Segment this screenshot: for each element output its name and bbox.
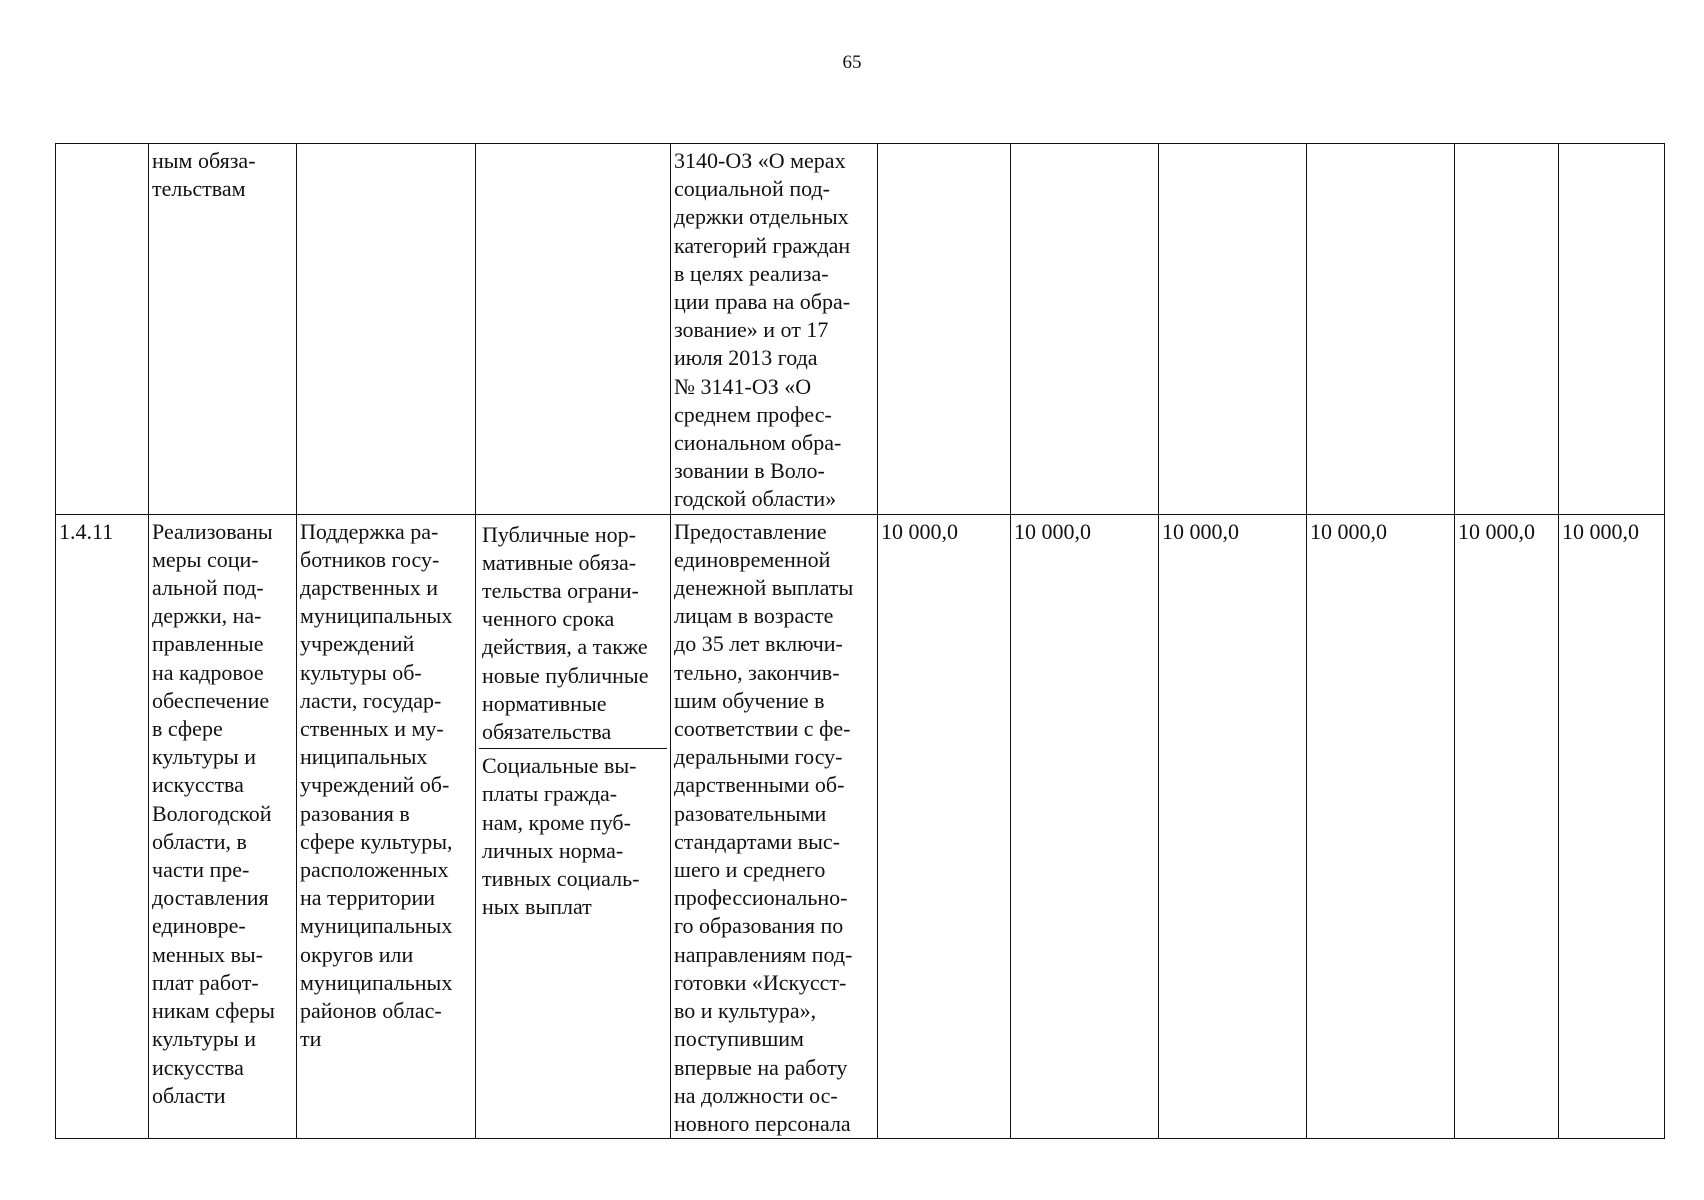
cell-value: [1011, 144, 1159, 515]
text-line: платы гражда-: [482, 781, 618, 807]
text-line: зовании в Воло-: [674, 458, 825, 484]
text-line: обязательства: [482, 719, 612, 745]
cell-number: [56, 144, 149, 515]
text-line: Публичные нор-: [482, 521, 636, 547]
text-line: разования в: [300, 800, 410, 826]
text-line: менных вы-: [152, 941, 264, 967]
text-line: профессионально-: [674, 885, 848, 911]
text-line: правленные: [152, 631, 264, 657]
cell-legal-basis: [671, 144, 878, 515]
text-line: никам сферы: [152, 998, 275, 1024]
cell-legal-basis: [671, 514, 878, 1138]
text-line: нормативные: [482, 690, 607, 716]
text-line: муниципальных: [300, 913, 453, 939]
cell-value: [1159, 144, 1307, 515]
text-line: лицам в возрасте: [674, 603, 834, 629]
text-line: Социальные вы-: [482, 753, 637, 779]
cell-value: [1307, 144, 1455, 515]
text-line: обеспечение: [152, 687, 270, 713]
cell-value: 10 000,0: [1307, 514, 1455, 1138]
text-line: новного персонала: [674, 1110, 851, 1136]
text-line: учреждений об-: [300, 772, 450, 798]
obligation-public-normative: [479, 518, 667, 750]
document-table: [55, 143, 1665, 1139]
text-line: области, в: [152, 828, 247, 854]
cell-number: 1.4.11: [56, 514, 149, 1138]
text-line: шего и среднего: [674, 857, 826, 883]
text-line: № 3141-ОЗ «О: [674, 373, 812, 399]
text-line: Вологодской: [152, 800, 272, 826]
text-line: социальной под-: [674, 176, 830, 202]
text-line: среднем профес-: [674, 401, 832, 427]
cell-value: 10 000,0: [878, 514, 1011, 1138]
text-line: культуры и: [152, 1026, 256, 1052]
text-line: ственных и му-: [300, 716, 444, 742]
text-line: культуры об-: [300, 659, 422, 685]
text-line: нам, кроме пуб-: [482, 809, 631, 835]
cell-value: 10 000,0: [1159, 514, 1307, 1138]
text-line: единовременной: [674, 546, 831, 572]
cell-direction: [297, 144, 476, 515]
text-line: плат работ-: [152, 969, 259, 995]
text-line: тельства ограни-: [482, 578, 639, 604]
text-line: тельно, закончив-: [674, 659, 840, 685]
text-line: дарственных и: [300, 575, 438, 601]
text-line: искусства: [152, 772, 244, 798]
text-line: Реализованы: [152, 518, 273, 544]
text-line: ти: [300, 1026, 322, 1052]
text-line: округов или: [300, 941, 414, 967]
text-line: действия, а также: [482, 634, 648, 660]
text-line: мативные обяза-: [482, 549, 637, 575]
text-line: сиональном обра-: [674, 430, 842, 456]
text-line: сфере культуры,: [300, 828, 453, 854]
cell-result: [149, 514, 297, 1138]
cell-value: [878, 144, 1011, 515]
text-line: соответствии с фе-: [674, 716, 851, 742]
text-line: дарственными об-: [674, 772, 845, 798]
text-line: категорий граждан: [674, 232, 851, 258]
text-line: Поддержка ра-: [300, 518, 439, 544]
text-line: годской области»: [674, 486, 837, 512]
text-line: доставления: [152, 885, 269, 911]
text-line: муниципальных: [300, 603, 453, 629]
cell-value: 10 000,0: [1011, 514, 1159, 1138]
text-line: районов облас-: [300, 998, 442, 1024]
text-line: единовре-: [152, 913, 246, 939]
text-line: на кадровое: [152, 659, 264, 685]
text-line: стандартами выс-: [674, 828, 840, 854]
text-line: меры соци-: [152, 546, 259, 572]
text-line: денежной выплаты: [674, 575, 854, 601]
text-line: ным обяза-: [152, 148, 256, 173]
table-row-continued: [56, 144, 1665, 515]
text-line: готовки «Искусст-: [674, 969, 847, 995]
cell-value: 10 000,0: [1559, 514, 1665, 1138]
text-line: зование» и от 17: [674, 317, 829, 343]
text-line: до 35 лет включи-: [674, 631, 843, 657]
text-line: новые публичные: [482, 662, 649, 688]
text-line: го образования по: [674, 913, 844, 939]
cell-value: [1559, 144, 1665, 515]
text-line: части пре-: [152, 857, 250, 883]
text-line: расположенных: [300, 857, 449, 883]
text-line: тельствам: [152, 176, 246, 202]
cell-result: [149, 144, 297, 515]
text-line: культуры и: [152, 744, 256, 770]
text-line: ниципальных: [300, 744, 428, 770]
table-row-1-4-11: [56, 514, 1665, 1138]
text-line: учреждений: [300, 631, 415, 657]
text-line: искусства: [152, 1054, 244, 1080]
text-line: муниципальных: [300, 969, 453, 995]
text-line: в сфере: [152, 716, 223, 742]
text-line: держки отдельных: [674, 204, 849, 230]
text-line: Предоставление: [674, 518, 827, 544]
text-line: ции права на обра-: [674, 289, 851, 315]
cell-value: [1455, 144, 1559, 515]
text-line: поступившим: [674, 1026, 804, 1052]
obligation-social-payments: [479, 749, 667, 921]
cell-value: 10 000,0: [1455, 514, 1559, 1138]
text-line: альной под-: [152, 575, 264, 601]
cell-direction: [297, 514, 476, 1138]
cell-obligation-type: [476, 514, 671, 1138]
text-line: 3140-ОЗ «О мерах: [674, 148, 846, 173]
text-line: шим обучение в: [674, 687, 825, 713]
page-number: 65: [842, 52, 862, 73]
text-line: на территории: [300, 885, 436, 911]
text-line: ласти, государ-: [300, 687, 442, 713]
text-line: впервые на работу: [674, 1054, 848, 1080]
text-line: направлениям под-: [674, 941, 853, 967]
text-line: ченного срока: [482, 606, 615, 632]
text-line: деральными госу-: [674, 744, 843, 770]
text-line: личных норма-: [482, 837, 624, 863]
cell-obligation-type: [476, 144, 671, 515]
text-line: в целях реализа-: [674, 260, 829, 286]
text-line: во и культура»,: [674, 998, 817, 1024]
text-line: на должности ос-: [674, 1082, 838, 1108]
text-line: ных выплат: [482, 894, 592, 920]
text-line: ботников госу-: [300, 546, 440, 572]
text-line: тивных социаль-: [482, 866, 640, 892]
text-line: области: [152, 1082, 226, 1108]
text-line: июля 2013 года: [674, 345, 818, 371]
text-line: держки, на-: [152, 603, 262, 629]
text-line: разовательными: [674, 800, 827, 826]
